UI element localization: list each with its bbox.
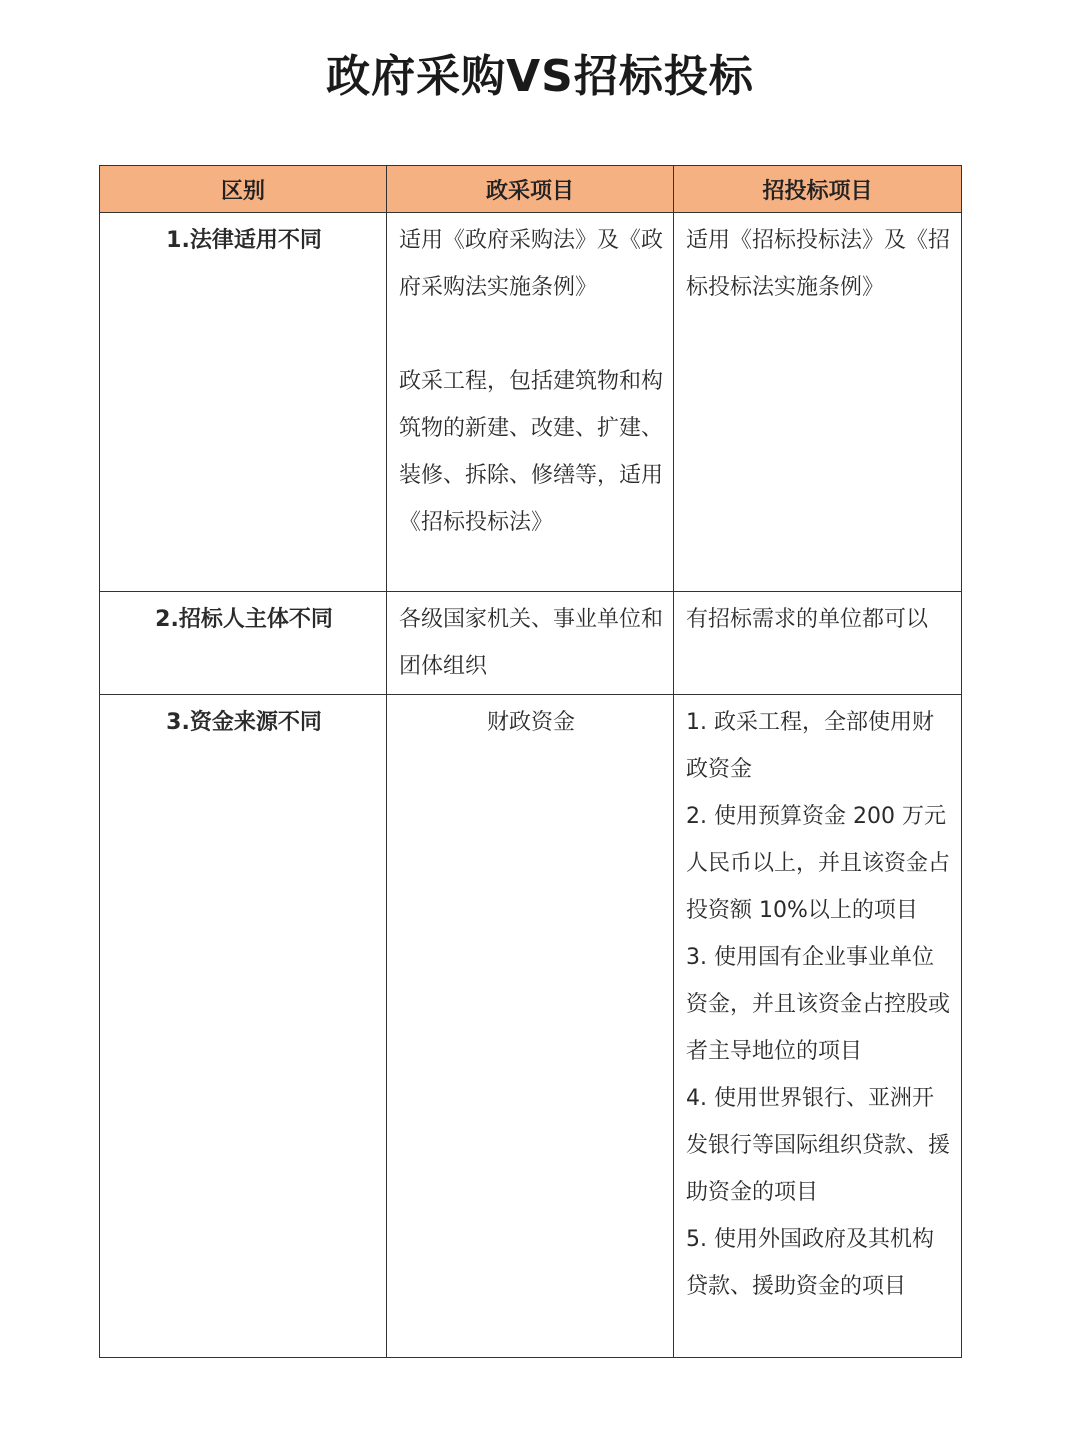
gov-procurement-cell bbox=[387, 213, 674, 592]
table-row bbox=[100, 213, 962, 592]
list-item: 5. 使用外国政府及其机构贷款、援助资金的项目 bbox=[686, 1227, 934, 1299]
comparison-table bbox=[99, 165, 962, 1358]
gov-procurement-cell bbox=[387, 695, 674, 1358]
bidding-cell bbox=[674, 695, 962, 1358]
list-item: 1. 政采工程，全部使用财政资金 bbox=[686, 710, 934, 782]
row-difference-label: 3.资金来源不同 bbox=[100, 695, 387, 1358]
cell-paragraph: 适用《政府采购法》及《政府采购法实施条例》 bbox=[399, 228, 664, 300]
gov-procurement-cell bbox=[387, 592, 674, 695]
list-item: 2. 使用预算资金 200 万元人民币以上，并且该资金占投资额 10%以上的项目 bbox=[686, 804, 951, 923]
row-difference-label: 2.招标人主体不同 bbox=[100, 592, 387, 695]
cell-paragraph: 各级国家机关、事业单位和团体组织 bbox=[399, 607, 664, 679]
page-title: 政府采购VS招标投标 bbox=[326, 51, 754, 102]
cell-paragraph: 财政资金 bbox=[486, 710, 575, 735]
list-item: 3. 使用国有企业事业单位资金，并且该资金占控股或者主导地位的项目 bbox=[686, 945, 951, 1064]
header-gov-procurement: 政采项目 bbox=[387, 166, 674, 213]
row-difference-label: 1.法律适用不同 bbox=[100, 213, 387, 592]
table-header-row bbox=[100, 166, 962, 213]
cell-paragraph: 有招标需求的单位都可以 bbox=[686, 607, 929, 632]
bidding-cell bbox=[674, 592, 962, 695]
bidding-cell bbox=[674, 213, 962, 592]
list-item: 4. 使用世界银行、亚洲开发银行等国际组织贷款、援助资金的项目 bbox=[686, 1086, 951, 1205]
header-difference: 区别 bbox=[100, 166, 387, 213]
cell-paragraph: 适用《招标投标法》及《招标投标法实施条例》 bbox=[686, 228, 951, 300]
table-row bbox=[100, 592, 962, 695]
header-bidding: 招投标项目 bbox=[674, 166, 962, 213]
cell-paragraph: 政采工程，包括建筑物和构筑物的新建、改建、扩建、装修、拆除、修缮等，适用《招标投标法》 bbox=[399, 369, 664, 535]
paragraph-spacer bbox=[399, 311, 663, 358]
table-row bbox=[100, 695, 962, 1358]
